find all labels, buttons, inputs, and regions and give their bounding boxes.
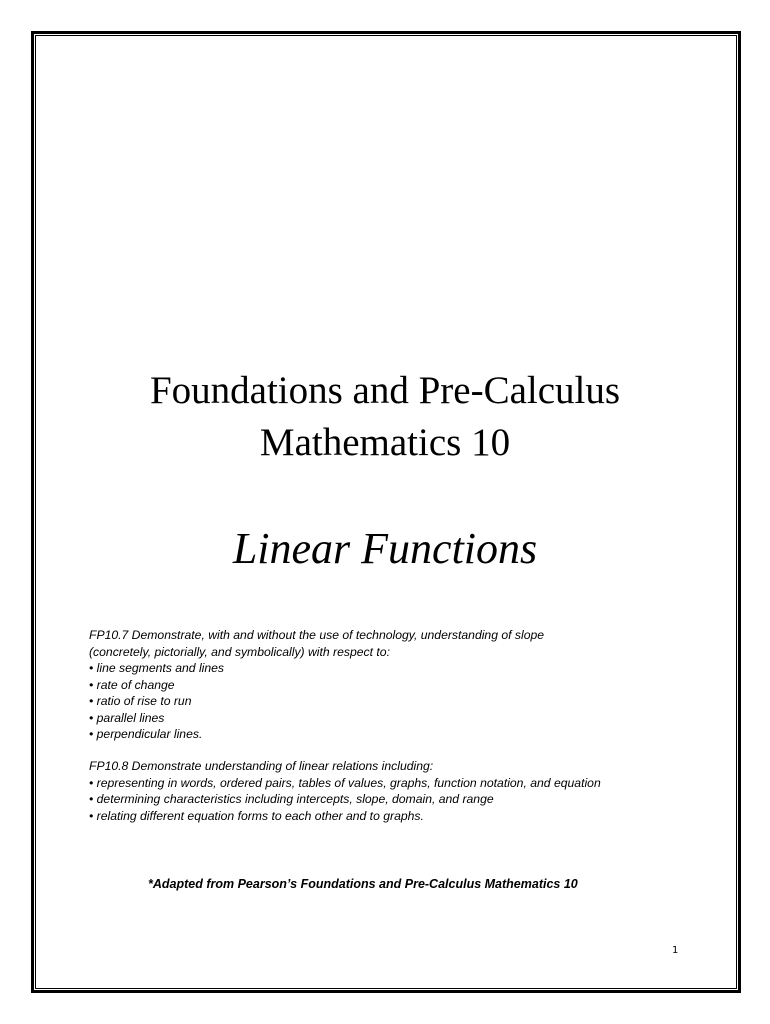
outcome-line: (concretely, pictorially, and symbolically) with respect to: bbox=[89, 644, 390, 659]
outcome-bullet: • perpendicular lines. bbox=[89, 727, 203, 741]
outcome-bullet: • representing in words, ordered pairs, tables of values, graphs, function notation, and equation bbox=[89, 775, 601, 790]
page-border-inner bbox=[35, 35, 737, 989]
title-line-1: Foundations and Pre-Calculus bbox=[149, 369, 621, 412]
outcome-bullet: • parallel lines bbox=[89, 710, 165, 725]
outcome-bullet: • relating different equation forms to each other and to graphs. bbox=[89, 808, 424, 823]
source-credit: *Adapted from Pearson’s Foundations and Pre-Calculus Mathematics 10 bbox=[148, 877, 578, 891]
title-line-2: Mathematics 10 bbox=[259, 421, 511, 464]
outcome-bullet: • ratio of rise to run bbox=[89, 694, 192, 708]
page-number: 1 bbox=[672, 945, 679, 956]
outcome-line: FP10.8 Demonstrate understanding of linear relations including: bbox=[89, 759, 434, 773]
outcome-fp10-8 bbox=[89, 758, 699, 824]
outcome-fp10-7 bbox=[89, 627, 699, 743]
outcome-line: FP10.7 Demonstrate, with and without the use of technology, understanding of slope bbox=[89, 628, 545, 642]
outcome-bullet: • rate of change bbox=[89, 677, 175, 692]
subtitle: Linear Functions bbox=[232, 524, 538, 573]
outcome-bullet: • line segments and lines bbox=[89, 661, 225, 675]
outcome-bullet: • determining characteristics including intercepts, slope, domain, and range bbox=[89, 792, 494, 806]
